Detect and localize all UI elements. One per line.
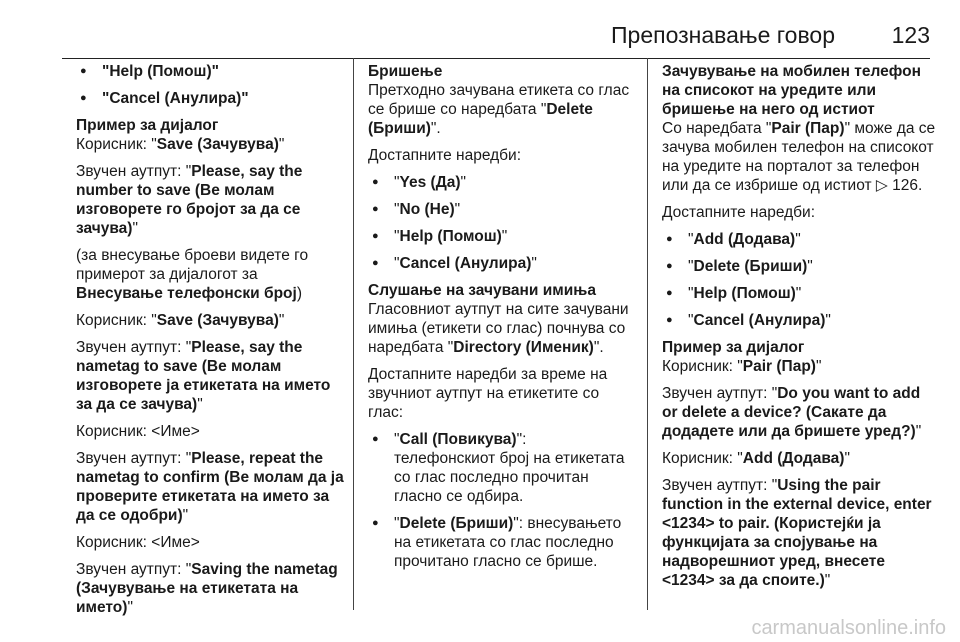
section-heading-listen: Слушање на зачувани имиња (368, 282, 596, 299)
paragraph: Со наредбата "Pair (Пар)" може да се зачува мобилен телефон на списокот на уредите на порталот за телефон или да се избрише од истиот ▷ 126. (662, 120, 936, 194)
dialog-line: Звучен аутпут: "Please, say the nametag to save (Ве молам изговорете ја етикетата на името за да се зачува)" (76, 339, 331, 413)
command-list (368, 173, 638, 273)
list-item: ● "Help (Помош)" (368, 227, 638, 246)
paragraph: Гласовниот аутпут на сите зачувани имиња (етикети со глас) почнува со наредбата "Directory (Именик)". (368, 301, 629, 356)
page-reference[interactable]: 126. (892, 177, 923, 194)
column-1 (76, 62, 346, 625)
example-heading: Пример за дијалог (76, 117, 219, 134)
paragraph: Достапните наредби: (662, 204, 816, 221)
dialog-line: Корисник: "Pair (Пар)" (662, 358, 822, 375)
paragraph: Достапните наредби за време на звучниот аутпут на етикетите со глас: (368, 366, 608, 421)
dialog-line: Корисник: "Save (Зачувува)" (76, 136, 285, 153)
dialog-line: Корисник: <Име> (76, 423, 200, 440)
section-heading-store: Зачувување на мобилен телефон на списокот на уредите или бришење на него од истиот (662, 63, 921, 118)
dialog-line: Корисник: "Save (Зачувува)" (76, 312, 285, 329)
list-item: ● "Cancel (Анулира)" (76, 89, 346, 108)
header-title: Препознавање говор (611, 22, 835, 48)
list-item: ● "Help (Помош)" (76, 62, 346, 81)
list-item: ● "Delete (Бриши)" (662, 257, 937, 276)
list-item: ● "Delete (Бриши)": внесувањето на етикетата со глас последно прочитано гласно се брише. (368, 514, 638, 571)
list-item: ● "No (Не)" (368, 200, 638, 219)
arrow-right-icon: ▷ (875, 177, 888, 194)
list-item: ● "Yes (Да)" (368, 173, 638, 192)
list-item: ● "Call (Повикува)": телефонскиот број на етикетата со глас последно прочитан гласно се одбира. (368, 430, 638, 506)
column-2 (368, 62, 638, 579)
dialog-line: Корисник: <Име> (76, 534, 200, 551)
section-heading-delete: Бришење (368, 63, 443, 80)
column-3 (662, 62, 937, 598)
dialog-line: Звучен аутпут: "Using the pair function in the external device, enter <1234> to pair. (Користејќи ја функцијата за спојување на надворешниот уред, внесете <1234> за да споите.)" (662, 477, 932, 589)
list-item: ● "Help (Помош)" (662, 284, 937, 303)
column-divider (647, 58, 648, 610)
page-number: 123 (891, 22, 930, 48)
command-list (368, 430, 638, 571)
dialog-line: Звучен аутпут: "Saving the nametag (Зачувување на етикетата на името)" (76, 561, 338, 616)
example-heading: Пример за дијалог (662, 339, 805, 356)
command-list (662, 230, 937, 330)
watermark: carmanualsonline.info (751, 617, 946, 639)
paragraph: Достапните наредби: (368, 147, 522, 164)
page-header (62, 14, 930, 54)
command-list (76, 62, 346, 108)
list-item: ● "Cancel (Анулира)" (368, 254, 638, 273)
column-divider (353, 58, 354, 610)
paragraph: Претходно зачувана етикета со глас се брише со наредбата "Delete (Бриши)". (368, 82, 630, 137)
dialog-note: (за внесување броеви видете го примерот за дијалогот за Внесување телефонски број) (76, 247, 309, 302)
dialog-line: Звучен аутпут: "Do you want to add or delete a device? (Сакате да додадете или да бришете уред?)" (662, 385, 922, 440)
dialog-line: Звучен аутпут: "Please, say the number to save (Ве молам изговорете го бројот за да се зачува)" (76, 163, 303, 237)
list-item: ● "Cancel (Анулира)" (662, 311, 937, 330)
list-item: ● "Add (Додава)" (662, 230, 937, 249)
dialog-line: Корисник: "Add (Додава)" (662, 450, 850, 467)
header-rule (62, 58, 930, 59)
dialog-line: Звучен аутпут: "Please, repeat the nametag to confirm (Ве молам да ја проверите етикетата на името за да се одобри)" (76, 450, 344, 524)
